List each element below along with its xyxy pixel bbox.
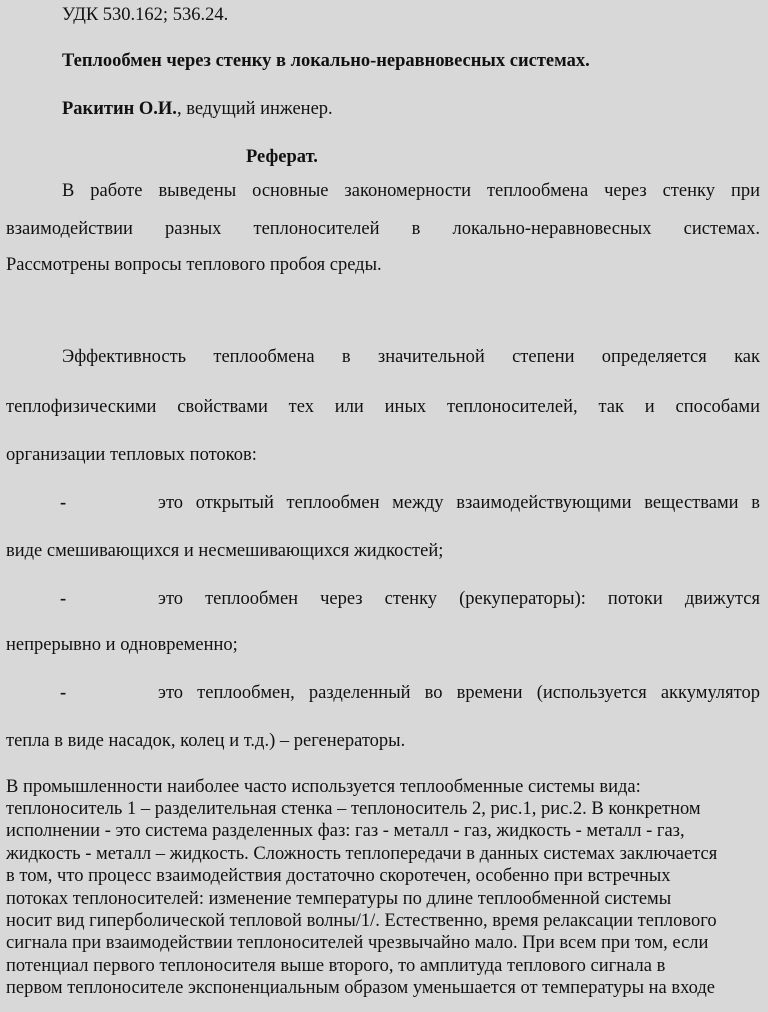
body-line: жидкость - металл – жидкость. Сложность теплопередачи в данных системах заключается	[6, 844, 718, 864]
body-line: в том, что процесс взаимодействия достаточно скоротечен, особенно при встречных	[6, 866, 671, 886]
author-role: , ведущий инженер.	[176, 99, 333, 119]
bullet-dash: -	[60, 589, 67, 609]
body-line: В промышленности наиболее часто используется теплообменные системы вида:	[6, 777, 641, 797]
word: теплообмен	[205, 589, 299, 609]
word: через	[320, 589, 363, 609]
bullet-continuation: тепла в виде насадок, колец и т.д.) – регенераторы.	[6, 731, 406, 751]
intro-line: организации тепловых потоков:	[6, 445, 257, 465]
abstract-line	[0, 218, 768, 240]
word: теплообмен,	[197, 683, 295, 703]
bullet-text	[158, 682, 760, 704]
bullet-continuation: непрерывно и одновременно;	[6, 635, 238, 655]
word: В	[62, 181, 75, 201]
word: это	[158, 493, 184, 513]
intro-line	[0, 346, 768, 368]
bullet-text	[158, 588, 760, 610]
word: стенку	[384, 589, 438, 609]
abstract-line	[0, 180, 768, 202]
word: способами	[675, 397, 760, 417]
intro-line	[0, 396, 768, 418]
body-line: исполнении - это система разделенных фаз: газ - металл - газ, жидкость - металл - газ,	[6, 821, 685, 841]
word: работе	[90, 181, 143, 201]
word: это	[158, 589, 184, 609]
author-name: Ракитин О.И.	[62, 99, 177, 119]
word: разделенный	[308, 683, 411, 703]
abstract-heading: Реферат.	[246, 147, 318, 167]
word: свойствами	[177, 397, 268, 417]
paper-title: Теплообмен через стенку в локально-неравновесных системах.	[62, 51, 590, 71]
word: как	[734, 347, 760, 367]
word: локально-неравновесных	[452, 219, 652, 239]
word: времени	[456, 683, 523, 703]
word: между	[392, 493, 444, 513]
body-line: сигнала при взаимодействии теплоносителей чрезвычайно мало. При всем при том, если	[6, 933, 709, 953]
word: в	[411, 219, 421, 239]
word: определяется	[601, 347, 707, 367]
bullet-dash: -	[60, 683, 67, 703]
word: значительной	[377, 347, 485, 367]
word: иных	[384, 397, 427, 417]
word: и	[644, 397, 655, 417]
author-line	[0, 98, 768, 120]
word: это	[158, 683, 184, 703]
word: теплоносителей,	[446, 397, 578, 417]
abstract-line: Рассмотрены вопросы теплового пробоя среды.	[6, 255, 382, 275]
word: веществами	[644, 493, 739, 513]
word: взаимодействующими	[456, 493, 632, 513]
word: при	[730, 181, 760, 201]
word: теплообмена	[486, 181, 589, 201]
word: в	[751, 493, 760, 513]
word: движутся	[684, 589, 760, 609]
body-line: носит вид гиперболической тепловой волны/1/. Естественно, время релаксации теплового	[6, 911, 717, 931]
bullet-continuation: виде смешивающихся и несмешивающихся жидкостей;	[6, 541, 444, 561]
word: открытый	[195, 493, 274, 513]
body-line: первом теплоносителе экспоненциальным образом уменьшается от температуры на входе	[6, 978, 716, 998]
word: аккумулятор	[660, 683, 760, 703]
word: стенку	[662, 181, 715, 201]
word: разных	[165, 219, 222, 239]
word: закономерности	[344, 181, 472, 201]
body-line: теплоноситель 1 – разделительная стенка – теплоноситель 2, рис.1, рис.2. В конкретном	[6, 799, 701, 819]
word: в	[341, 347, 351, 367]
word: теплофизическими	[6, 397, 157, 417]
bullet-dash: -	[60, 493, 67, 513]
word: (рекуператоры):	[459, 589, 586, 609]
word: теплоносителей	[253, 219, 380, 239]
udk-code: УДК 530.162; 536.24.	[62, 5, 229, 25]
bullet-text	[158, 492, 760, 514]
word: выведены	[158, 181, 237, 201]
word: во	[424, 683, 443, 703]
word: теплообмена	[213, 347, 315, 367]
word: тех	[288, 397, 314, 417]
word: потоки	[607, 589, 663, 609]
word: или	[334, 397, 364, 417]
word: теплообмен	[286, 493, 380, 513]
word: системах.	[683, 219, 760, 239]
word: Эффективность	[62, 347, 187, 367]
word: так	[598, 397, 624, 417]
word: (используется	[536, 683, 647, 703]
word: взаимодействии	[6, 219, 133, 239]
body-line: потоках теплоносителей: изменение температуры по длине теплообменной системы	[6, 889, 672, 909]
word: степени	[512, 347, 575, 367]
body-line: потенциал первого теплоносителя выше второго, то амплитуда теплового сигнала в	[6, 956, 666, 976]
word: основные	[252, 181, 329, 201]
word: через	[604, 181, 647, 201]
